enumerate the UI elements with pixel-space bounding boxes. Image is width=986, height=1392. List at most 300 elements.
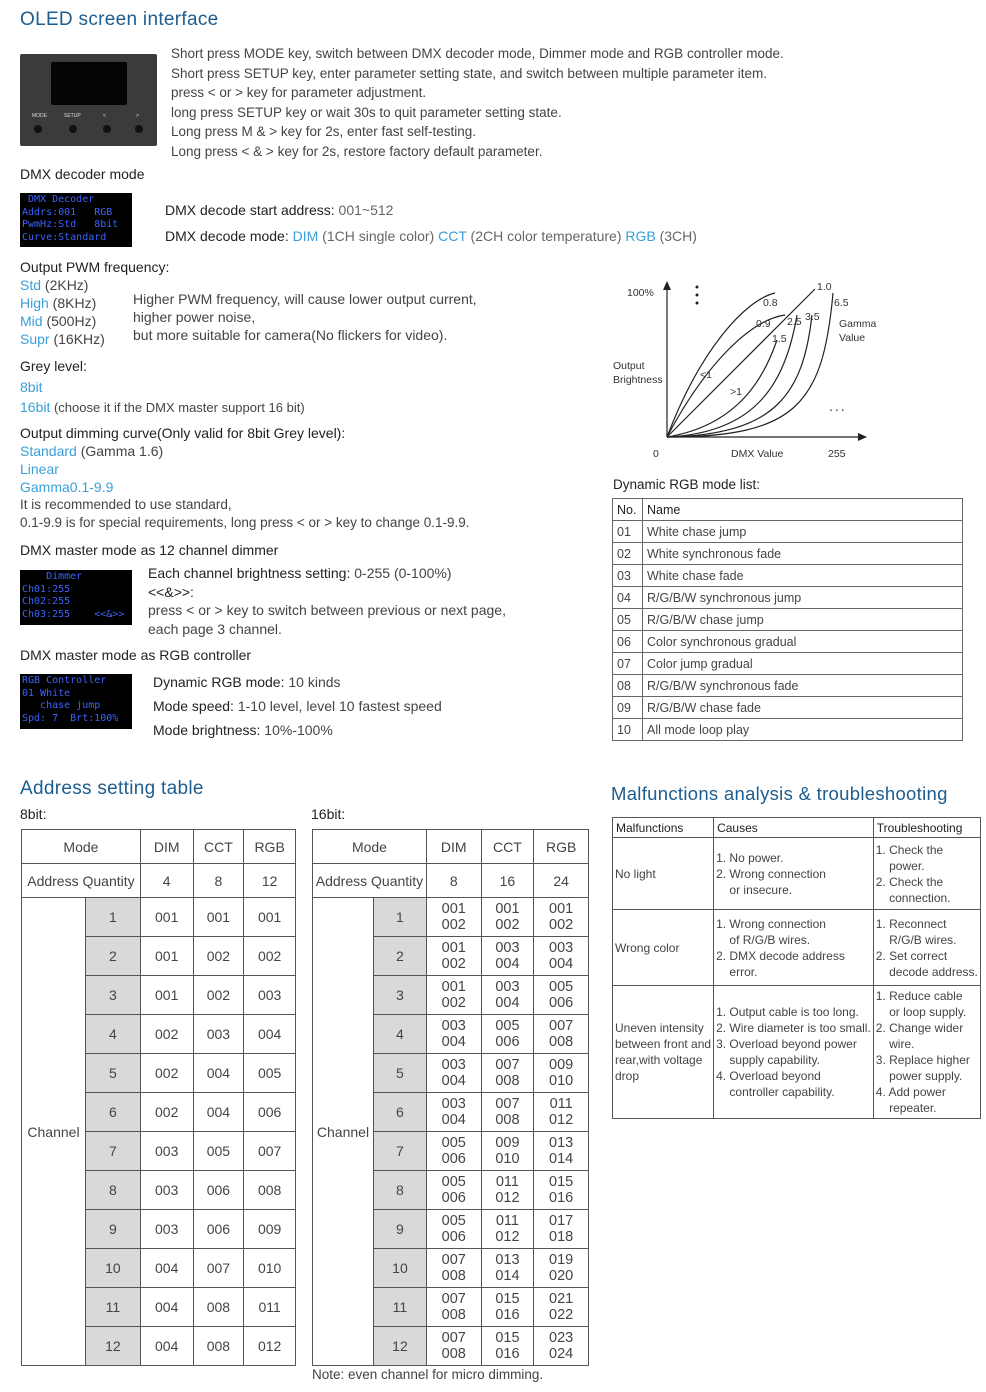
cell-line: 1. Reduce cable (875, 989, 963, 1003)
address-value: 007 (549, 1018, 574, 1034)
start-address-value: 001~512 (338, 202, 394, 218)
channel-number: 9 (85, 1210, 140, 1249)
cell-line: 1. No power. (716, 850, 784, 865)
channel-number: 11 (373, 1288, 426, 1327)
address-cell (426, 1054, 481, 1093)
gamma-curve-0.8 (667, 293, 775, 437)
dimmer-description (148, 564, 506, 638)
oled-line: DMX Decoder (22, 194, 95, 205)
address-value: 010 (495, 1151, 520, 1167)
channel-number: 6 (85, 1093, 140, 1132)
address-value: 003 (549, 940, 574, 956)
cell-line: power. (875, 858, 925, 873)
address-value: 024 (549, 1346, 574, 1362)
address-value: 012 (549, 1112, 574, 1128)
table-row (22, 898, 296, 937)
troubleshooting-cell (873, 986, 980, 1119)
address-cell (426, 1093, 481, 1132)
cell-line: 1. Wrong connection (716, 916, 826, 931)
pwm-note (133, 290, 477, 344)
channel-number: 1 (85, 898, 140, 937)
pwm-heading: Output PWM frequency: (20, 259, 170, 275)
channel-number: 10 (85, 1249, 140, 1288)
mode-header: Mode (22, 830, 141, 864)
oled-line: 01 White (22, 687, 71, 699)
cell-line: Wrong color (615, 940, 680, 955)
address-value: 008 (549, 1034, 574, 1050)
table-row: 03 White chase fade (613, 565, 963, 587)
address-value: 004 (441, 1034, 466, 1050)
y-label-brightness: Brightness (613, 374, 663, 386)
address-cell (534, 1015, 589, 1054)
address-cell: 004 (140, 1288, 193, 1327)
gamma-curve-diagram (605, 275, 905, 465)
address-value: 008 (495, 1073, 520, 1089)
address-cell: 006 (193, 1171, 244, 1210)
address-table-title: Address setting table (20, 778, 204, 799)
curve-label-3.5: 3.5 (805, 311, 820, 323)
cell-line: repeater. (875, 1101, 937, 1115)
col-header-causes: Causes (714, 818, 874, 838)
address-value: 015 (495, 1330, 520, 1346)
address-value: 013 (549, 1135, 574, 1151)
pwm-note-line: Higher PWM frequency, will cause lower output current, (133, 291, 477, 307)
address-cell (534, 1132, 589, 1171)
channel-number: 8 (373, 1171, 426, 1210)
rgb-list-heading: Dynamic RGB mode list: (613, 477, 761, 492)
address-cell (426, 1210, 481, 1249)
col-header-troubleshooting: Troubleshooting (873, 818, 980, 838)
channel-number: 8 (85, 1171, 140, 1210)
pwm-option: Std (2KHz) (20, 277, 89, 293)
qty-dim: 8 (426, 864, 481, 898)
table-row (613, 910, 981, 986)
address-cell (534, 937, 589, 976)
malfunction-cell (613, 838, 714, 910)
rgb-mode-list-table (612, 498, 963, 741)
address-value: 002 (495, 917, 520, 933)
pwm-note-line: higher power noise, (133, 309, 256, 325)
curve-note: 0.1-9.9 is for special requirements, long press < or > key to change 0.1-9.9. (20, 515, 470, 530)
address-cell: 012 (244, 1327, 296, 1366)
qty-rgb: 24 (534, 864, 589, 898)
oled-line: Ch01:255 (22, 583, 71, 595)
table-row: 08 R/G/B/W synchronous fade (613, 675, 963, 697)
table-header-row (613, 818, 981, 838)
address-value: 004 (495, 995, 520, 1011)
dmx-decoder-oled (20, 193, 132, 247)
address-cell (426, 1327, 481, 1366)
oled-line: PwmHz:Std 8bit (22, 219, 119, 231)
channel-number: 6 (373, 1093, 426, 1132)
mode-rgb: RGB (625, 228, 656, 244)
channel-number: 4 (373, 1015, 426, 1054)
col-header-rgb: RGB (244, 830, 296, 864)
address-value: 008 (441, 1346, 466, 1362)
rgb-controller-description (153, 670, 442, 742)
table-row: 06 Color synchronous gradual (613, 631, 963, 653)
table-row: 01 White chase jump (613, 521, 963, 543)
address-cell (534, 976, 589, 1015)
pwm-option: Mid (500Hz) (20, 313, 97, 329)
col-header-malfunctions: Malfunctions (613, 818, 714, 838)
gamma-curve-1.5 (667, 340, 777, 437)
address-value: 007 (441, 1330, 466, 1346)
dmx-start-address (165, 202, 393, 218)
curve-option-standard: Standard (Gamma 1.6) (20, 443, 164, 459)
address-cell: 007 (244, 1132, 296, 1171)
cell-line: 3. Replace higher (875, 1053, 970, 1067)
table-header-row (613, 499, 963, 521)
device-key-left-label: < (103, 113, 106, 119)
oled-line: Ch02:255 (22, 596, 71, 608)
oled-section-title: OLED screen interface (20, 9, 219, 30)
address-value: 004 (441, 1112, 466, 1128)
address-value: 020 (549, 1268, 574, 1284)
address-value: 006 (495, 1034, 520, 1050)
gamma-value-label: Value (839, 332, 866, 344)
cell-line: 4. Add power (875, 1085, 946, 1099)
rgb-controller-line: Mode speed: 1-10 level, level 10 fastest speed (153, 698, 442, 714)
address-cell (534, 1171, 589, 1210)
address-value: 023 (549, 1330, 574, 1346)
mode-header: Mode (313, 830, 427, 864)
table-row: 07 Color jump gradual (613, 653, 963, 675)
table-row (313, 898, 589, 937)
instruction-line: press < or > key for parameter adjustment. (171, 85, 427, 100)
address-value: 012 (495, 1229, 520, 1245)
rgb-controller-heading: DMX master mode as RGB controller (20, 647, 252, 663)
curve-label-1.5: 1.5 (772, 333, 787, 345)
address-cell (481, 898, 534, 937)
qty-rgb: 12 (244, 864, 296, 898)
address-value: 015 (549, 1174, 574, 1190)
cell-line: 4. Overload beyond (716, 1069, 821, 1083)
curve-label-2.5: 2.5 (787, 316, 802, 328)
mode-dim-desc: (1CH single color) (318, 228, 439, 244)
device-key-right-label: > (136, 113, 139, 119)
address-cell: 003 (140, 1171, 193, 1210)
address-quantity-label: Address Quantity (313, 864, 427, 898)
channel-number: 11 (85, 1288, 140, 1327)
table-row (613, 838, 981, 910)
y-axis-arrow (663, 281, 671, 290)
address-value: 006 (441, 1229, 466, 1245)
address-cell: 008 (193, 1288, 244, 1327)
vertical-ellipsis (696, 286, 699, 305)
address-value: 018 (549, 1229, 574, 1245)
y-label-output: Output (613, 360, 645, 372)
address-cell (481, 1171, 534, 1210)
address-cell (426, 1171, 481, 1210)
address-value: 013 (495, 1252, 520, 1268)
address-cell (426, 1132, 481, 1171)
address-value: 005 (441, 1135, 466, 1151)
causes-cell (714, 986, 874, 1119)
address-cell (534, 1210, 589, 1249)
pwm-option: High (8KHz) (20, 295, 97, 311)
cell-line: 2. DMX decode address (716, 948, 845, 963)
device-mode-button (34, 125, 42, 133)
malfunction-cell (613, 910, 714, 986)
cell-line: or loop supply. (875, 1005, 967, 1019)
cell-line: drop (615, 1069, 640, 1083)
address-value: 008 (495, 1112, 520, 1128)
address-table-note: Note: even channel for micro dimming. (312, 1367, 544, 1382)
channel-number: 10 (373, 1249, 426, 1288)
cell-line: 3. Overload beyond power (716, 1037, 857, 1051)
address-quantity-label: Address Quantity (22, 864, 141, 898)
dimmer-heading: DMX master mode as 12 channel dimmer (20, 542, 279, 558)
channel-number: 7 (373, 1132, 426, 1171)
address-value: 011 (549, 1096, 573, 1112)
curve-option-linear: Linear (20, 461, 59, 477)
address-cell (481, 1210, 534, 1249)
address-cell: 006 (244, 1093, 296, 1132)
address-cell: 002 (193, 937, 244, 976)
channel-label: Channel (313, 898, 374, 1366)
dimmer-oled (20, 570, 132, 625)
channel-number: 9 (373, 1210, 426, 1249)
x-max-label: 255 (828, 448, 846, 460)
cell-line: 1. Reconnect (875, 916, 947, 931)
address-value: 004 (441, 1073, 466, 1089)
cell-line: 2. Change wider (875, 1021, 964, 1035)
address-cell (534, 1288, 589, 1327)
cell-line: 2. Set correct (875, 948, 948, 963)
address-value: 010 (549, 1073, 574, 1089)
ellipsis-right: ... (829, 398, 847, 414)
dimmer-line: each page 3 channel. (148, 620, 282, 637)
curve-label-1.0: 1.0 (817, 281, 832, 293)
address-value: 008 (441, 1307, 466, 1323)
col-header-cct: CCT (481, 830, 534, 864)
address-cell: 002 (140, 1015, 193, 1054)
rgb-controller-oled (20, 674, 132, 729)
address-cell: 003 (193, 1015, 244, 1054)
address-cell: 003 (140, 1132, 193, 1171)
grey-heading: Grey level: (20, 358, 87, 374)
address-value: 001 (549, 901, 574, 917)
device-left-button (103, 125, 111, 133)
qty-cct: 16 (481, 864, 534, 898)
instruction-line: Short press MODE key, switch between DMX decoder mode, Dimmer mode and RGB controller mode. (171, 46, 784, 61)
address-value: 001 (441, 901, 466, 917)
address-value: 004 (495, 956, 520, 972)
address-value: 017 (549, 1213, 574, 1229)
address-value: 011 (495, 1174, 519, 1190)
x-axis-arrow (858, 433, 867, 441)
device-key-mode-label: MODE (32, 113, 47, 119)
oled-line: Spd: 7 Brt:100% (22, 713, 119, 725)
address-cell: 002 (140, 1093, 193, 1132)
device-key-setup-label: SETUP (64, 113, 81, 119)
cell-line: power supply. (875, 1069, 963, 1083)
address-value: 006 (549, 995, 574, 1011)
table-row: 04 R/G/B/W synchronous jump (613, 587, 963, 609)
instruction-line: long press SETUP key or wait 30s to quit parameter setting state. (171, 104, 562, 120)
address-value: 005 (441, 1213, 466, 1229)
address-cell: 003 (140, 1210, 193, 1249)
device-right-button (135, 125, 143, 133)
table-row: 02 White synchronous fade (613, 543, 963, 565)
col-header-cct: CCT (193, 830, 244, 864)
address-table-8bit (21, 829, 296, 1366)
address-cell: 002 (244, 937, 296, 976)
address-cell: 001 (244, 898, 296, 937)
address-cell: 006 (193, 1210, 244, 1249)
col-header-name: Name (643, 499, 963, 521)
address-cell: 011 (244, 1288, 296, 1327)
qty-cct: 8 (193, 864, 244, 898)
channel-number: 5 (85, 1054, 140, 1093)
gt1-label: >1 (730, 386, 742, 398)
causes-cell (714, 838, 874, 910)
address-value: 001 (441, 940, 466, 956)
address-value: 002 (441, 995, 466, 1011)
channel-number: 2 (85, 937, 140, 976)
channel-number: 4 (85, 1015, 140, 1054)
address-value: 022 (549, 1307, 574, 1323)
cell-line: error. (716, 964, 758, 979)
start-address-label: DMX decode start address: (165, 202, 339, 218)
address-value: 004 (549, 956, 574, 972)
address-cell (426, 937, 481, 976)
address-cell: 009 (244, 1210, 296, 1249)
col-header-dim: DIM (426, 830, 481, 864)
x-axis-label: DMX Value (731, 448, 784, 460)
address-cell: 005 (244, 1054, 296, 1093)
table-row: 10 All mode loop play (613, 719, 963, 741)
address-cell: 004 (244, 1015, 296, 1054)
oled-line: Ch03:255 <<&>> (22, 609, 125, 621)
oled-line: Addrs:001 RGB (22, 206, 113, 218)
cell-line: or insecure. (716, 882, 793, 897)
controller-device-image (20, 54, 157, 146)
device-oled-screen (51, 62, 127, 105)
lt1-label: <1 (700, 369, 712, 381)
rgb-controller-line: Mode brightness: 10%-100% (153, 722, 333, 738)
oled-line: Dimmer (22, 571, 83, 582)
address-cell: 008 (193, 1327, 244, 1366)
address-value: 005 (441, 1174, 466, 1190)
address-value: 001 (495, 901, 520, 917)
address-cell: 003 (244, 976, 296, 1015)
address-cell: 002 (193, 976, 244, 1015)
curve-label-6.5: 6.5 (834, 297, 849, 309)
address-cell: 004 (140, 1249, 193, 1288)
gamma-label: Gamma (839, 318, 877, 330)
bit16-label: 16bit: (311, 806, 346, 822)
address-cell (481, 976, 534, 1015)
address-cell (481, 1288, 534, 1327)
address-cell (426, 898, 481, 937)
cell-line: of R/G/B wires. (716, 932, 811, 947)
address-cell: 001 (193, 898, 244, 937)
address-cell: 004 (193, 1093, 244, 1132)
channel-number: 12 (85, 1327, 140, 1366)
bit8-label: 8bit: (20, 806, 47, 822)
address-cell (534, 1093, 589, 1132)
address-value: 014 (495, 1268, 520, 1284)
malfunction-cell (613, 986, 714, 1119)
address-value: 014 (549, 1151, 574, 1167)
curve-label-0.9: 0.9 (756, 318, 771, 330)
cell-line: supply capability. (716, 1053, 820, 1067)
address-value: 003 (441, 1096, 466, 1112)
gamma-curve-1.0 (667, 289, 815, 437)
cell-line: wire. (875, 1037, 915, 1051)
rgb-controller-line: Dynamic RGB mode: 10 kinds (153, 674, 341, 690)
address-value: 002 (441, 917, 466, 933)
curve-options (20, 442, 470, 532)
cell-line: connection. (875, 890, 951, 905)
cell-line: R/G/B wires. (875, 932, 957, 947)
address-value: 016 (549, 1190, 574, 1206)
address-cell (481, 1093, 534, 1132)
oled-line: chase jump (22, 700, 101, 712)
col-header-no: No. (613, 499, 643, 521)
instruction-line: Long press M & > key for 2s, enter fast self-testing. (171, 124, 477, 139)
dimmer-line: Each channel brightness setting: 0-255 (0-100%) (148, 565, 452, 581)
channel-number: 2 (373, 937, 426, 976)
address-cell (426, 1249, 481, 1288)
address-cell: 001 (140, 976, 193, 1015)
address-cell: 004 (140, 1327, 193, 1366)
address-cell: 008 (244, 1171, 296, 1210)
cell-line: 1. Check the (875, 842, 944, 857)
address-value: 006 (441, 1190, 466, 1206)
address-value: 007 (441, 1291, 466, 1307)
grey-option-16bit: 16bit (choose it if the DMX master support 16 bit) (20, 399, 305, 415)
address-value: 007 (495, 1057, 520, 1073)
address-value: 009 (549, 1057, 574, 1073)
pwm-option: Supr (16KHz) (20, 331, 105, 347)
address-cell (534, 1327, 589, 1366)
channel-number: 7 (85, 1132, 140, 1171)
cell-line: rear,with voltage (615, 1053, 703, 1067)
table-row: 05 R/G/B/W chase jump (613, 609, 963, 631)
address-value: 006 (441, 1151, 466, 1167)
grey-option-8bit: 8bit (20, 379, 43, 395)
dimmer-line: press < or > key to switch between previous or next page, (148, 602, 506, 618)
malfunctions-title: Malfunctions analysis & troubleshooting (611, 783, 948, 804)
grey-options (20, 377, 305, 418)
address-cell (481, 1132, 534, 1171)
instruction-line: Long press < & > key for 2s, restore factory default parameter. (171, 143, 543, 159)
curve-label-0.8: 0.8 (763, 297, 778, 309)
address-value: 002 (441, 956, 466, 972)
y-top-label: 100% (627, 287, 654, 299)
cell-line: No light (615, 866, 656, 881)
troubleshooting-cell (873, 838, 980, 910)
address-value: 009 (495, 1135, 520, 1151)
curve-note: It is recommended to use standard, (20, 497, 232, 512)
mode-cct: CCT (438, 228, 467, 244)
address-cell (426, 1015, 481, 1054)
address-cell (481, 1249, 534, 1288)
qty-dim: 4 (140, 864, 193, 898)
address-cell (481, 1015, 534, 1054)
address-value: 005 (549, 979, 574, 995)
table-row: 09 R/G/B/W chase fade (613, 697, 963, 719)
pwm-options (20, 276, 105, 348)
cell-line: 2. Check the (875, 874, 944, 889)
address-value: 003 (441, 1018, 466, 1034)
troubleshooting-cell (873, 910, 980, 986)
address-cell (426, 1288, 481, 1327)
decode-mode-label: DMX decode mode: (165, 228, 293, 244)
